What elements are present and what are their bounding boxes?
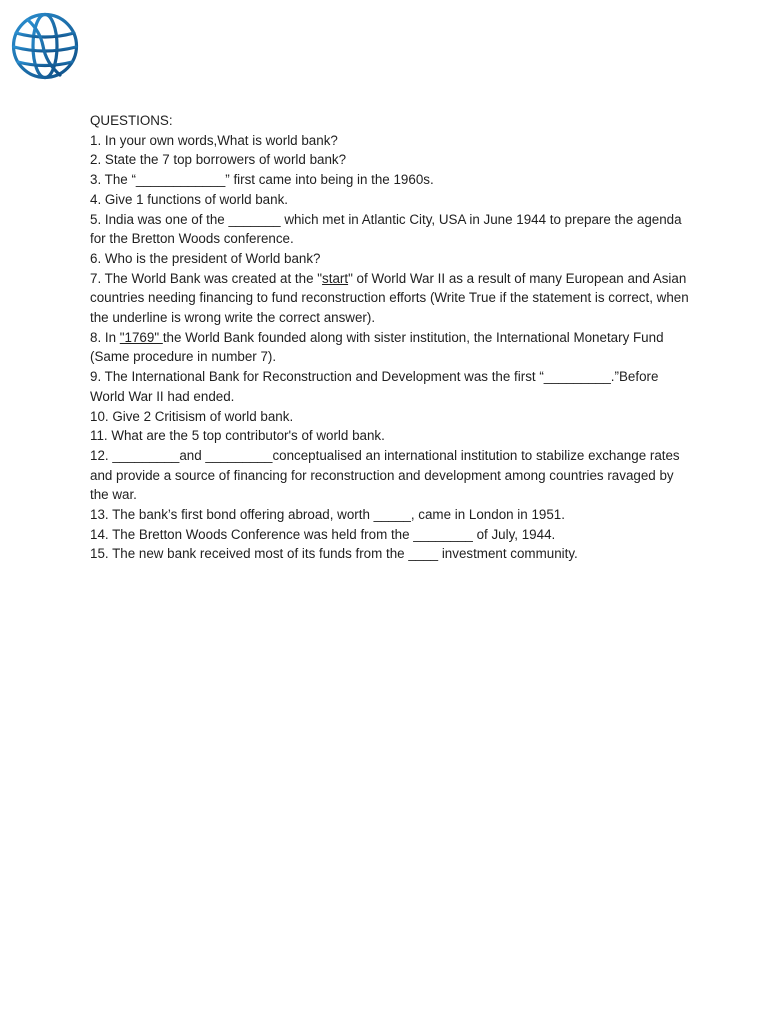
- question-9: 9. The International Bank for Reconstruction and Development was the first “_________.”Before World War II had ended.: [90, 369, 659, 404]
- question-12: 12. _________and _________conceptualised an international institution to stabilize exchange rates and provide a source of financing for reconstruction and development among countries ravaged by the war.: [90, 447, 680, 503]
- question-8-after: the World Bank founded along with sister institution, the International Monetary Fund (Same procedure in number 7).: [90, 329, 664, 365]
- question-11: 11. What are the 5 top contributor's of world bank.: [90, 428, 385, 444]
- question-5: 5. India was one of the _______ which met in Atlantic City, USA in June 1944 to prepare the agenda for the Bretton Woods conference.: [90, 211, 682, 247]
- question-4: 4. Give 1 functions of world bank.: [90, 191, 288, 207]
- question-6: 6. Who is the president of World bank?: [90, 250, 321, 266]
- question-10: 10. Give 2 Critisism of world bank.: [90, 408, 294, 424]
- question-2: 2. State the 7 top borrowers of world bank?: [90, 152, 347, 168]
- question-14: 14. The Bretton Woods Conference was held from the ________ of July, 1944.: [90, 526, 556, 542]
- question-3: 3. The “____________” first came into being in the 1960s.: [90, 172, 434, 188]
- question-15: 15. The new bank received most of its funds from the ____ investment community.: [90, 546, 578, 562]
- question-8: [90, 328, 690, 367]
- world-bank-logo: [10, 11, 80, 81]
- questions-heading: QUESTIONS:: [90, 113, 173, 128]
- question-8-before: 8. In: [90, 329, 120, 345]
- world-bank-globe-icon: [10, 11, 80, 81]
- question-8-underlined: "1769": [119, 329, 163, 345]
- question-7-underlined: start: [322, 270, 349, 286]
- question-7-before: 7. The World Bank was created at the ": [90, 270, 323, 286]
- questions-document: [90, 111, 690, 564]
- question-1: 1. In your own words,What is world bank?: [90, 132, 338, 148]
- question-7-after: " of World War II as a result of many European and Asian countries needing financing to fund reconstruction efforts (Write True if the statement is correct, when the underline is wrong write the correct answer).: [90, 270, 689, 326]
- question-13: 13. The bank’s first bond offering abroad, worth _____, came in London in 1951.: [90, 507, 565, 523]
- question-7: [90, 269, 690, 328]
